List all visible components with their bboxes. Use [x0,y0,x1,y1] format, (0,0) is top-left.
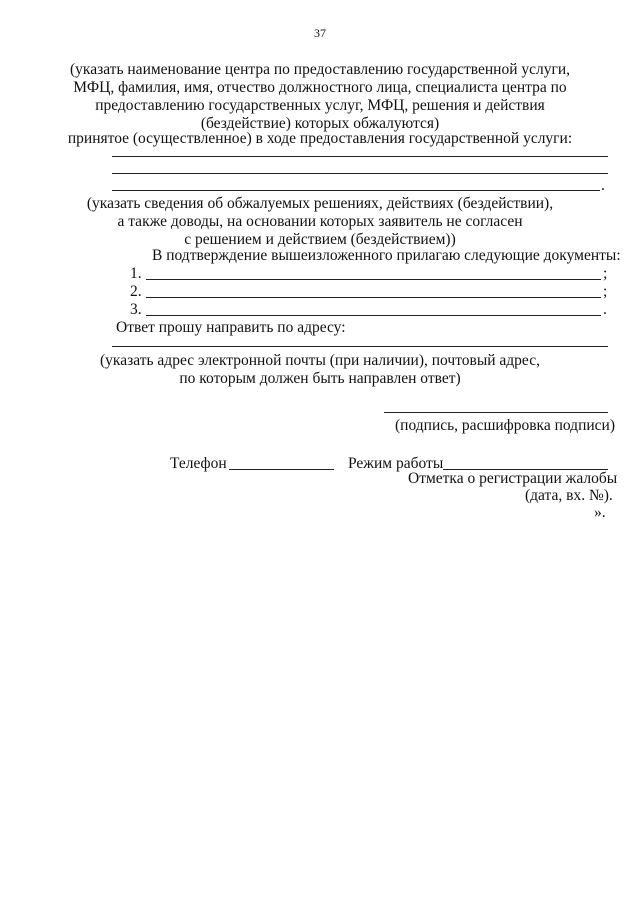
phone-label: Телефон [170,455,227,472]
document-field[interactable] [146,297,601,298]
blank-line-1[interactable] [112,156,608,157]
registration-mark: Отметка о регистрации жалобы [408,470,618,487]
signature-caption: (подпись, расшифровка подписи) [395,417,615,434]
instruction-line-3: предоставлению государственных услуг, МФЦ, решения и действия [95,97,545,114]
phone-field[interactable] [229,469,334,470]
blank-line-3[interactable] [112,190,600,191]
accepted-line: принятое (осуществленное) в ходе предоставления государственной услуги: [67,130,573,147]
address-field[interactable] [112,346,608,347]
signature-field[interactable] [384,412,608,413]
attach-text: В подтверждение вышеизложенного прилагаю следующие документы: [152,247,621,264]
document-terminator: . [603,301,607,318]
document-field[interactable] [146,279,601,280]
closing-quote: ». [594,504,606,521]
document-number: 2. [130,283,142,300]
address-prompt: Ответ прошу направить по адресу: [116,319,346,336]
document-field[interactable] [146,315,601,316]
schedule-label: Режим работы [348,455,444,472]
blank-line-2[interactable] [112,173,608,174]
document-terminator: ; [603,265,608,282]
document-terminator: ; [603,283,608,300]
address-note-line-1: (указать адрес электронной почты (при наличии), почтовый адрес, [100,352,540,369]
registration-details: (дата, вх. №). [525,487,613,504]
line-period: . [601,177,605,194]
page-number: 37 [314,26,326,40]
details-line-1: (указать сведения об обжалуемых решениях, действиях (бездействии), [86,195,554,212]
document-number: 3. [130,301,142,318]
instruction-line-4: (бездействие) которых обжалуются) [200,115,440,132]
details-line-3: с решением и действием (бездействием)) [184,231,456,248]
document-number: 1. [130,265,142,282]
instruction-line-1: (указать наименование центра по предоставлению государственной услуги, [69,61,571,78]
instruction-line-2: МФЦ, фамилия, имя, отчество должностного лица, специалиста центра по [73,79,567,96]
address-note-line-2: по которым должен быть направлен ответ) [179,370,461,387]
details-line-2: а также доводы, на основании которых заявитель не согласен [117,213,523,230]
